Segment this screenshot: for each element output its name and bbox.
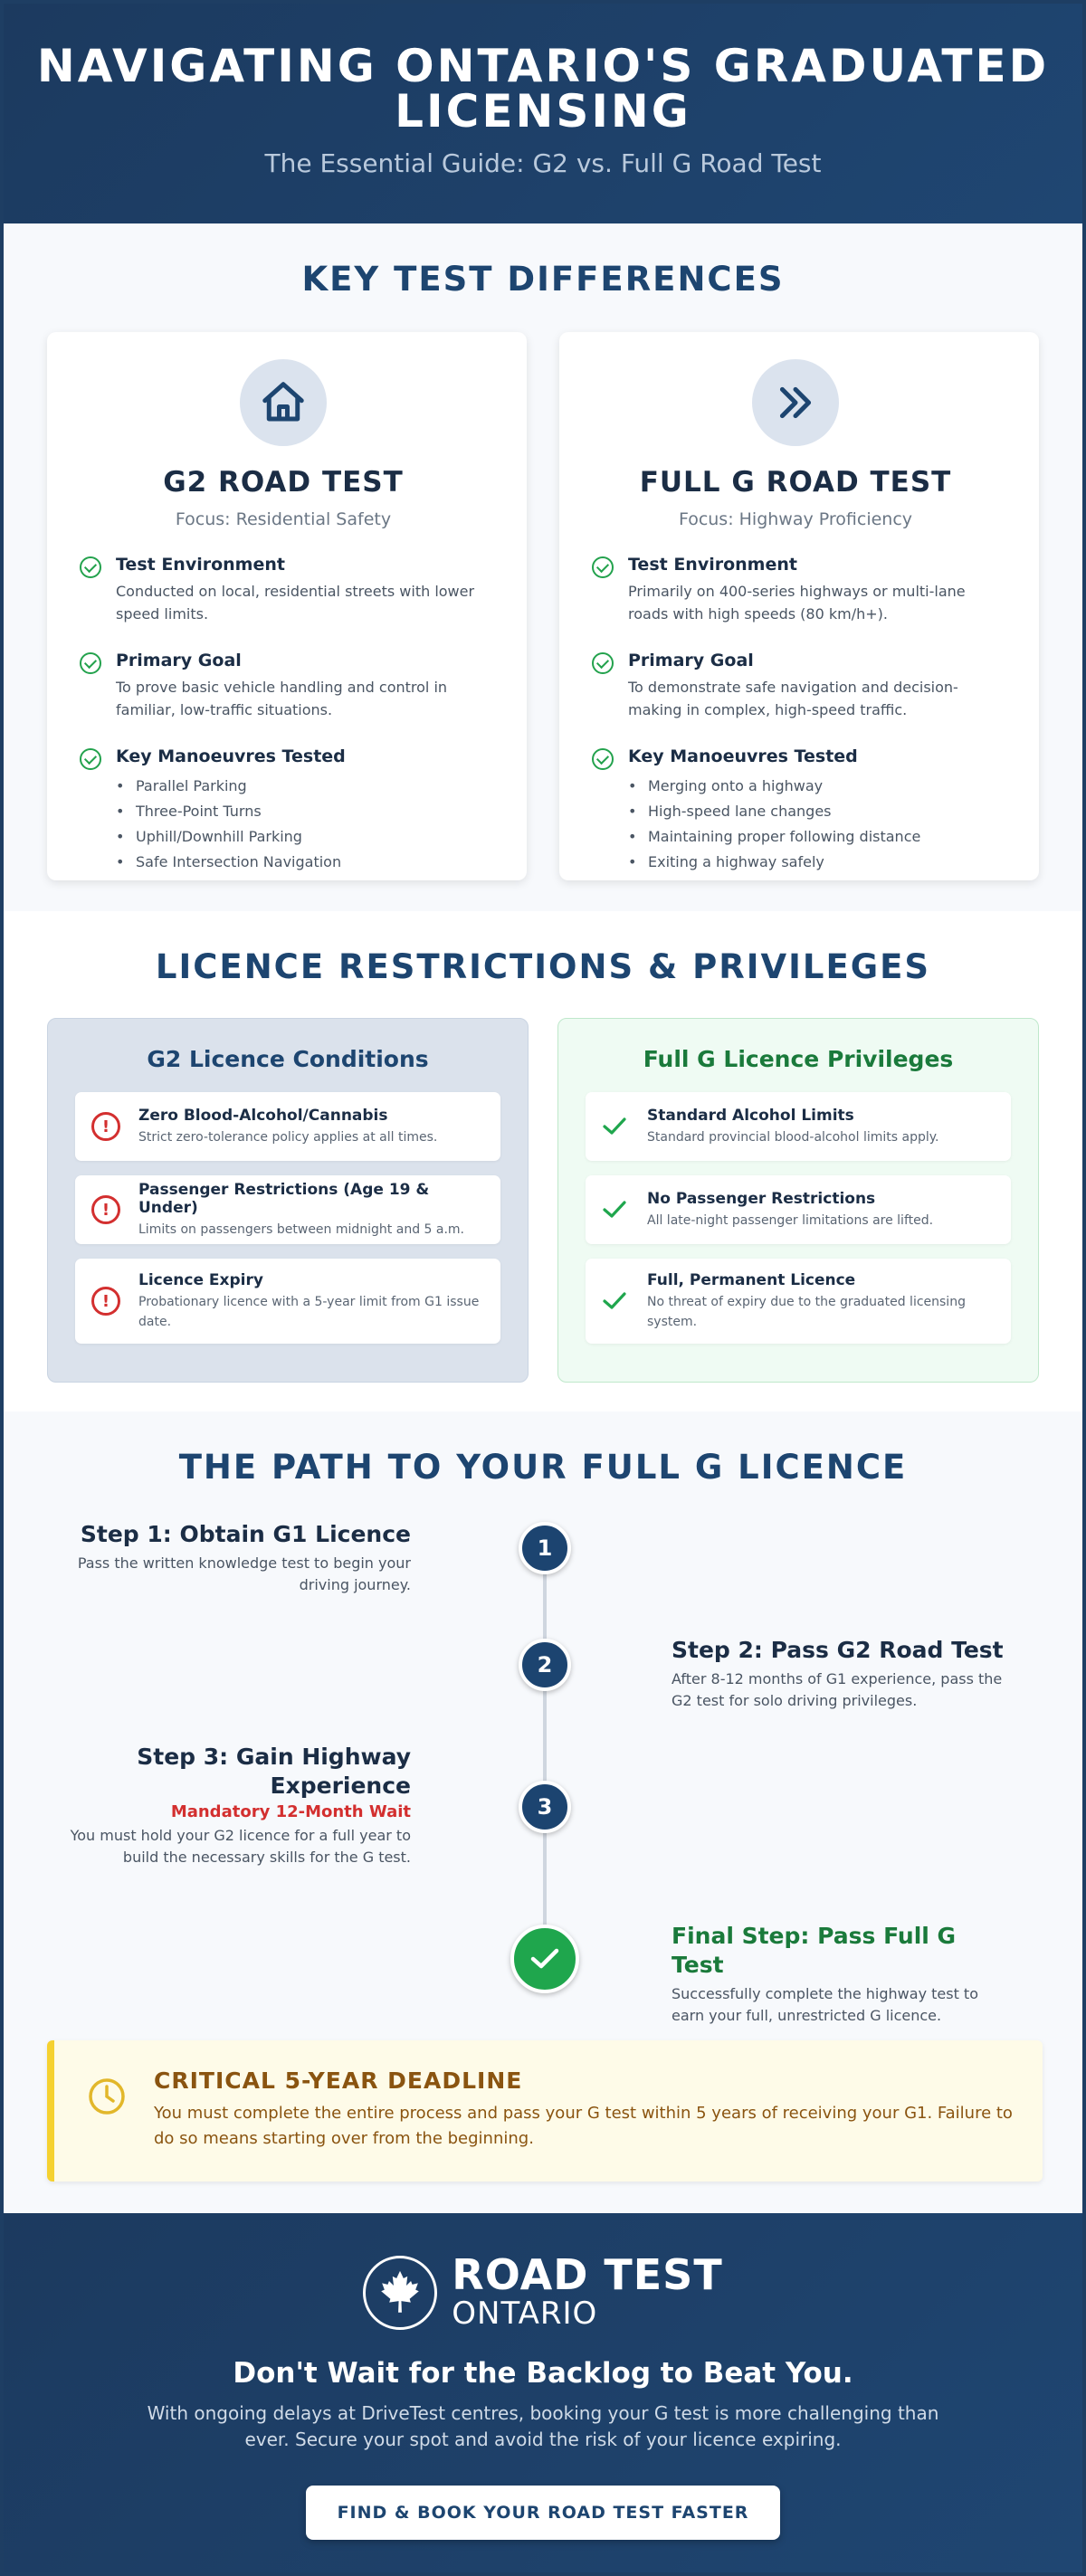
page-title: NAVIGATING ONTARIO'S GRADUATED LICENSING [36, 40, 1050, 138]
full-g-privileges-panel [557, 1018, 1039, 1383]
book-road-test-button[interactable]: FIND & BOOK YOUR ROAD TEST FASTER [306, 2486, 780, 2540]
footer-banner [4, 2213, 1082, 2572]
feature-item [76, 555, 491, 625]
feature-title: Key Manoeuvres Tested [628, 746, 858, 766]
g2-test-card [47, 332, 527, 880]
feature-item [588, 555, 1003, 625]
section-title: KEY TEST DIFFERENCES [301, 260, 785, 299]
deadline-callout [47, 2040, 1043, 2182]
item-text: All late-night passenger limitations are lifted. [647, 1212, 934, 1228]
logo-line-2: ONTARIO [452, 2296, 598, 2332]
privilege-item [586, 1259, 1011, 1344]
manoeuvre-list [628, 774, 920, 875]
step-text: Successfully complete the highway test to earn your full, unrestricted G licence. [672, 1985, 978, 2024]
feature-title: Key Manoeuvres Tested [116, 746, 346, 766]
privilege-item [586, 1175, 1011, 1244]
deadline-title: CRITICAL 5-YEAR DEADLINE [154, 2067, 523, 2094]
step-text: You must hold your G2 licence for a full year to build the necessary skills for the G test. [70, 1827, 411, 1866]
timeline-line [543, 1522, 547, 1965]
feature-text: Conducted on local, residential streets with lower speed limits. [116, 583, 475, 623]
step-1 [67, 1520, 411, 1596]
list-item: • Parallel Parking [116, 774, 346, 799]
check-circle-icon [80, 652, 101, 674]
feature-item [76, 651, 491, 721]
final-step-check-icon [510, 1925, 579, 1993]
alert-circle-icon: ! [91, 1287, 120, 1316]
step-text: Pass the written knowledge test to begin your driving journey. [77, 1554, 411, 1593]
road-test-ontario-logo [4, 2250, 1082, 2332]
feature-title: Test Environment [116, 555, 285, 575]
step-3 [67, 1743, 411, 1868]
feature-text: To demonstrate safe navigation and decision-making in complex, high-speed traffic. [628, 679, 958, 718]
list-item: • High-speed lane changes [628, 799, 920, 824]
checkmark-icon [602, 1291, 627, 1311]
condition-item [75, 1092, 500, 1161]
check-circle-icon [80, 556, 101, 578]
item-title: Standard Alcohol Limits [647, 1106, 854, 1125]
feature-title: Primary Goal [116, 651, 242, 670]
item-title: Licence Expiry [138, 1270, 263, 1289]
step-2 [672, 1636, 1015, 1712]
full-g-test-card [559, 332, 1039, 880]
condition-item [75, 1175, 500, 1244]
step-title: Step 3: Gain Highway Experience [137, 1744, 411, 1799]
restrictions-section [4, 911, 1082, 1412]
card-focus: Focus: Highway Proficiency [678, 509, 913, 529]
logo-line-1: ROAD TEST [452, 2250, 723, 2299]
key-differences-section [4, 223, 1082, 911]
check-circle-icon [80, 748, 101, 770]
feature-item [588, 651, 1003, 721]
section-title: LICENCE RESTRICTIONS & PRIVILEGES [155, 947, 931, 986]
item-title: Passenger Restrictions (Age 19 & Under) [138, 1180, 430, 1217]
card-title: FULL G ROAD TEST [639, 466, 952, 499]
path-section [4, 1412, 1082, 2213]
page-subtitle: The Essential Guide: G2 vs. Full G Road Test [264, 148, 822, 178]
alert-circle-icon: ! [91, 1112, 120, 1141]
check-circle-icon [592, 748, 614, 770]
list-item: • Maintaining proper following distance [628, 824, 920, 850]
step-text: After 8-12 months of G1 experience, pass the G2 test for solo driving privileges. [672, 1670, 1003, 1709]
maple-leaf-icon [363, 2256, 437, 2330]
g2-conditions-panel [47, 1018, 529, 1383]
step-title: Step 2: Pass G2 Road Test [672, 1637, 1004, 1663]
condition-item [75, 1259, 500, 1344]
double-chevron-right-icon [752, 359, 839, 446]
list-item: • Three-Point Turns [116, 799, 346, 824]
step-number-3: 3 [519, 1781, 571, 1833]
item-text: Strict zero-tolerance policy applies at all times. [138, 1129, 438, 1145]
item-text: Probationary licence with a 5-year limit from G1 issue date. [138, 1294, 480, 1329]
feature-text: To prove basic vehicle handling and control in familiar, low-traffic situations. [116, 679, 448, 718]
alert-circle-icon: ! [91, 1195, 120, 1224]
panel-title: Full G Licence Privileges [643, 1046, 954, 1072]
privilege-item [586, 1092, 1011, 1161]
item-text: No threat of expiry due to the graduated licensing system. [647, 1294, 966, 1329]
header-banner [4, 4, 1082, 223]
list-item: • Exiting a highway safely [628, 850, 920, 875]
feature-item [76, 746, 491, 875]
panel-title: G2 Licence Conditions [147, 1046, 429, 1072]
deadline-text: You must complete the entire process and pass your G test within 5 years of receiving your G1. Failure to do so means starting over from the beginning. [154, 2104, 1013, 2148]
feature-title: Primary Goal [628, 651, 754, 670]
step-title: Step 1: Obtain G1 Licence [80, 1521, 411, 1547]
clock-icon [87, 2077, 127, 2116]
list-item: • Safe Intersection Navigation [116, 850, 346, 875]
step-note: Mandatory 12-Month Wait [170, 1802, 411, 1821]
footer-text: With ongoing delays at DriveTest centres, booking your G test is more challenging than ever. Secure your spot and avoid the risk of your licence expiring. [147, 2402, 939, 2450]
final-step [672, 1922, 1015, 2027]
home-icon [240, 359, 327, 446]
item-text: Limits on passengers between midnight and 5 a.m. [138, 1221, 465, 1237]
check-circle-icon [592, 556, 614, 578]
checkmark-icon [602, 1117, 627, 1136]
card-title: G2 ROAD TEST [163, 466, 404, 499]
section-title: THE PATH TO YOUR FULL G LICENCE [178, 1448, 908, 1487]
feature-title: Test Environment [628, 555, 797, 575]
list-item: • Uphill/Downhill Parking [116, 824, 346, 850]
item-text: Standard provincial blood-alcohol limits apply. [647, 1129, 939, 1145]
step-number-1: 1 [519, 1522, 571, 1574]
list-item: • Merging onto a highway [628, 774, 920, 799]
checkmark-icon [602, 1200, 627, 1220]
card-focus: Focus: Residential Safety [175, 509, 392, 529]
feature-text: Primarily on 400-series highways or multi-lane roads with high speeds (80 km/h+). [628, 583, 966, 623]
item-title: Zero Blood-Alcohol/Cannabis [138, 1106, 388, 1125]
footer-headline: Don't Wait for the Backlog to Beat You. [233, 2357, 853, 2390]
step-number-2: 2 [519, 1639, 571, 1691]
feature-item [588, 746, 1003, 875]
item-title: Full, Permanent Licence [647, 1270, 856, 1289]
item-title: No Passenger Restrictions [647, 1189, 876, 1208]
manoeuvre-list [116, 774, 346, 875]
check-circle-icon [592, 652, 614, 674]
step-title: Final Step: Pass Full G Test [672, 1923, 957, 1978]
